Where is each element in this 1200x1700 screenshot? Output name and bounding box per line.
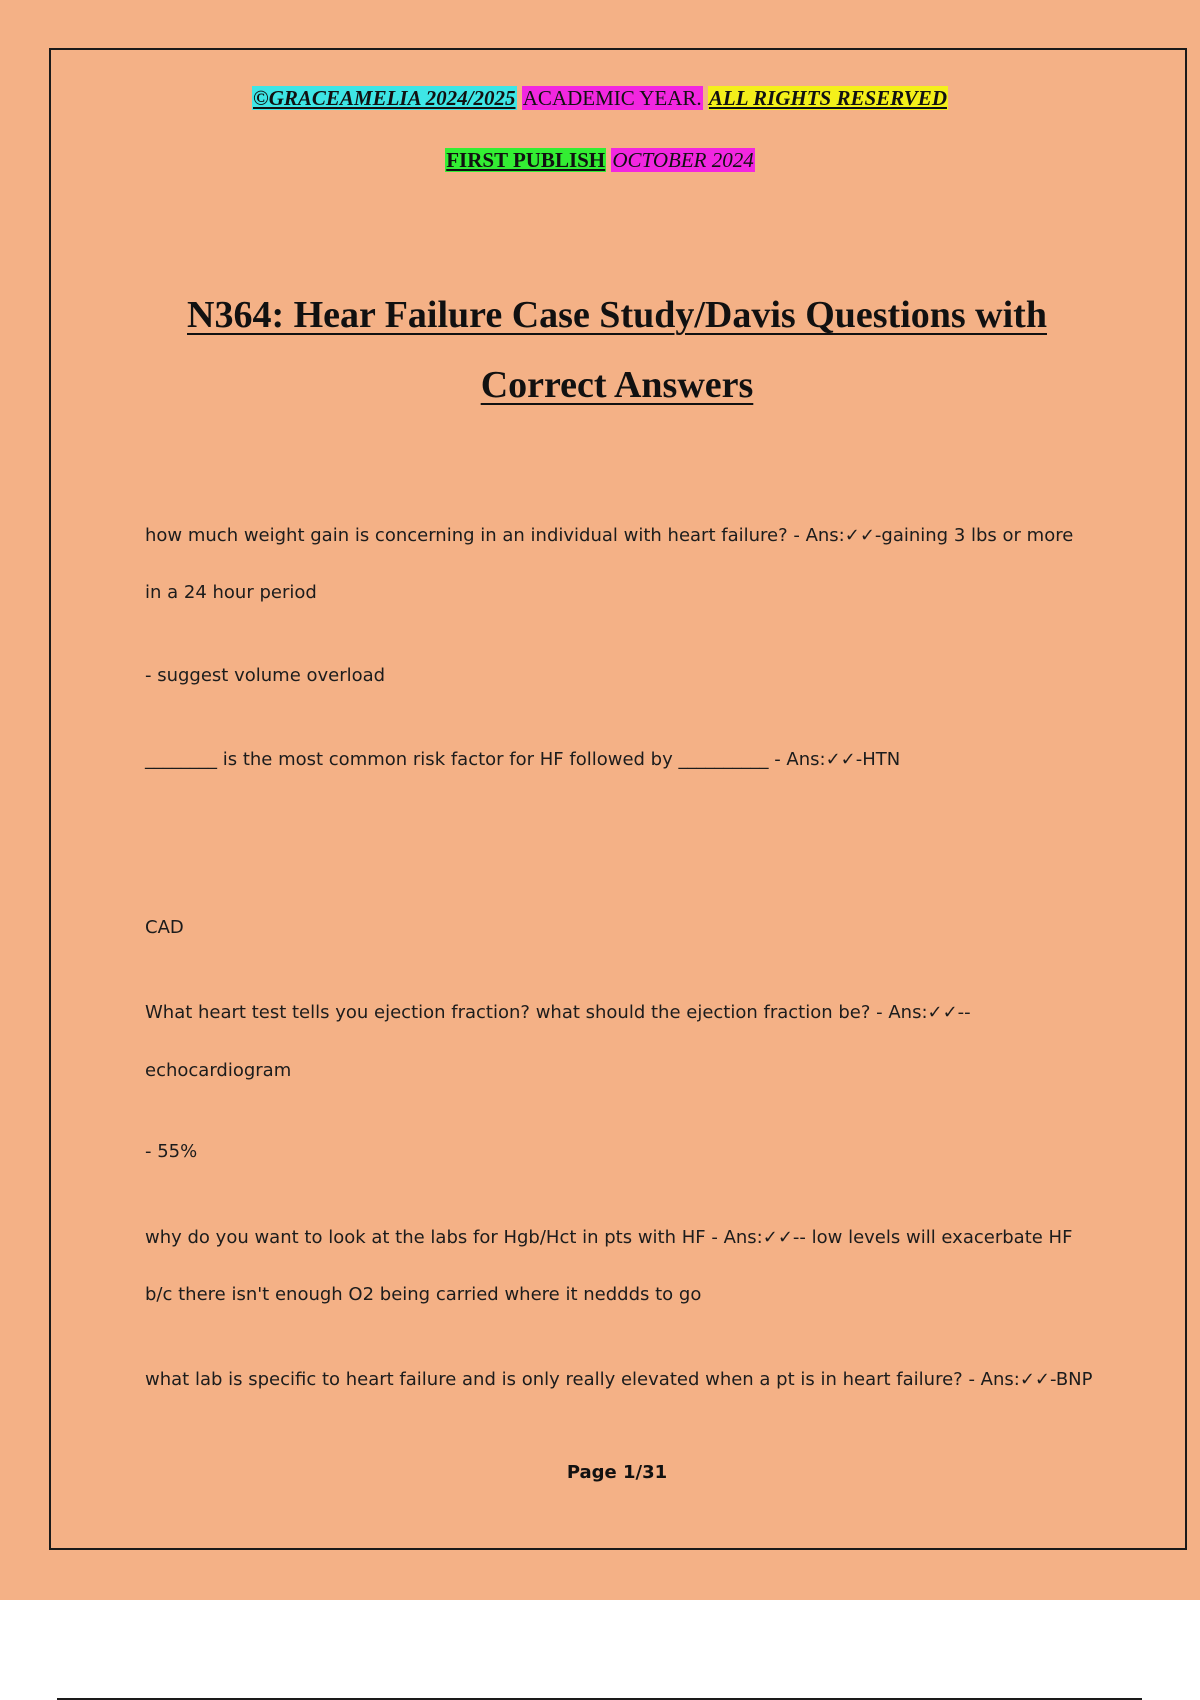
- page-border: [49, 48, 1187, 1550]
- first-publish-text: FIRST PUBLISH: [446, 148, 606, 172]
- page-number: Page 1/31: [566, 1462, 668, 1483]
- question-3-line-3: - 55%: [145, 1141, 198, 1162]
- question-5-line-1: what lab is specific to heart failure and is only really elevated when a pt is in heart failure? - Ans:✓✓-BNP: [145, 1369, 1093, 1390]
- question-4-line-2: b/c there isn't enough O2 being carried where it neddds to go: [145, 1284, 702, 1305]
- question-1-line-3: - suggest volume overload: [145, 665, 386, 686]
- question-1-line-1: how much weight gain is concerning in an individual with heart failure? - Ans:✓✓-gaining 3 lbs or more: [145, 525, 1074, 546]
- title-line-2: Correct Answers: [480, 364, 754, 406]
- question-1-line-2: in a 24 hour period: [145, 582, 317, 603]
- title-line-1: N364: Hear Failure Case Study/Davis Questions with: [187, 294, 1047, 336]
- question-3-line-2: echocardiogram: [145, 1060, 292, 1081]
- publish-banner: [0, 147, 1200, 173]
- copyright-text: ©GRACEAMELIA 2024/2025: [253, 86, 516, 110]
- rights-reserved-text: ALL RIGHTS RESERVED: [708, 86, 947, 110]
- question-2-line-1: ________ is the most common risk factor for HF followed by __________ - Ans:✓✓-HTN: [145, 749, 901, 770]
- question-4-line-1: why do you want to look at the labs for Hgb/Hct in pts with HF - Ans:✓✓-- low levels will exacerbate HF: [145, 1227, 1073, 1248]
- question-3-line-1: What heart test tells you ejection fraction? what should the ejection fraction be? - Ans:✓✓--: [145, 1002, 971, 1023]
- copyright-banner: [0, 85, 1200, 111]
- publish-date-text: OCTOBER 2024: [612, 148, 754, 172]
- academic-year-text: ACADEMIC YEAR.: [522, 86, 702, 110]
- document-title: [120, 280, 1114, 420]
- question-2-line-2: CAD: [145, 917, 184, 938]
